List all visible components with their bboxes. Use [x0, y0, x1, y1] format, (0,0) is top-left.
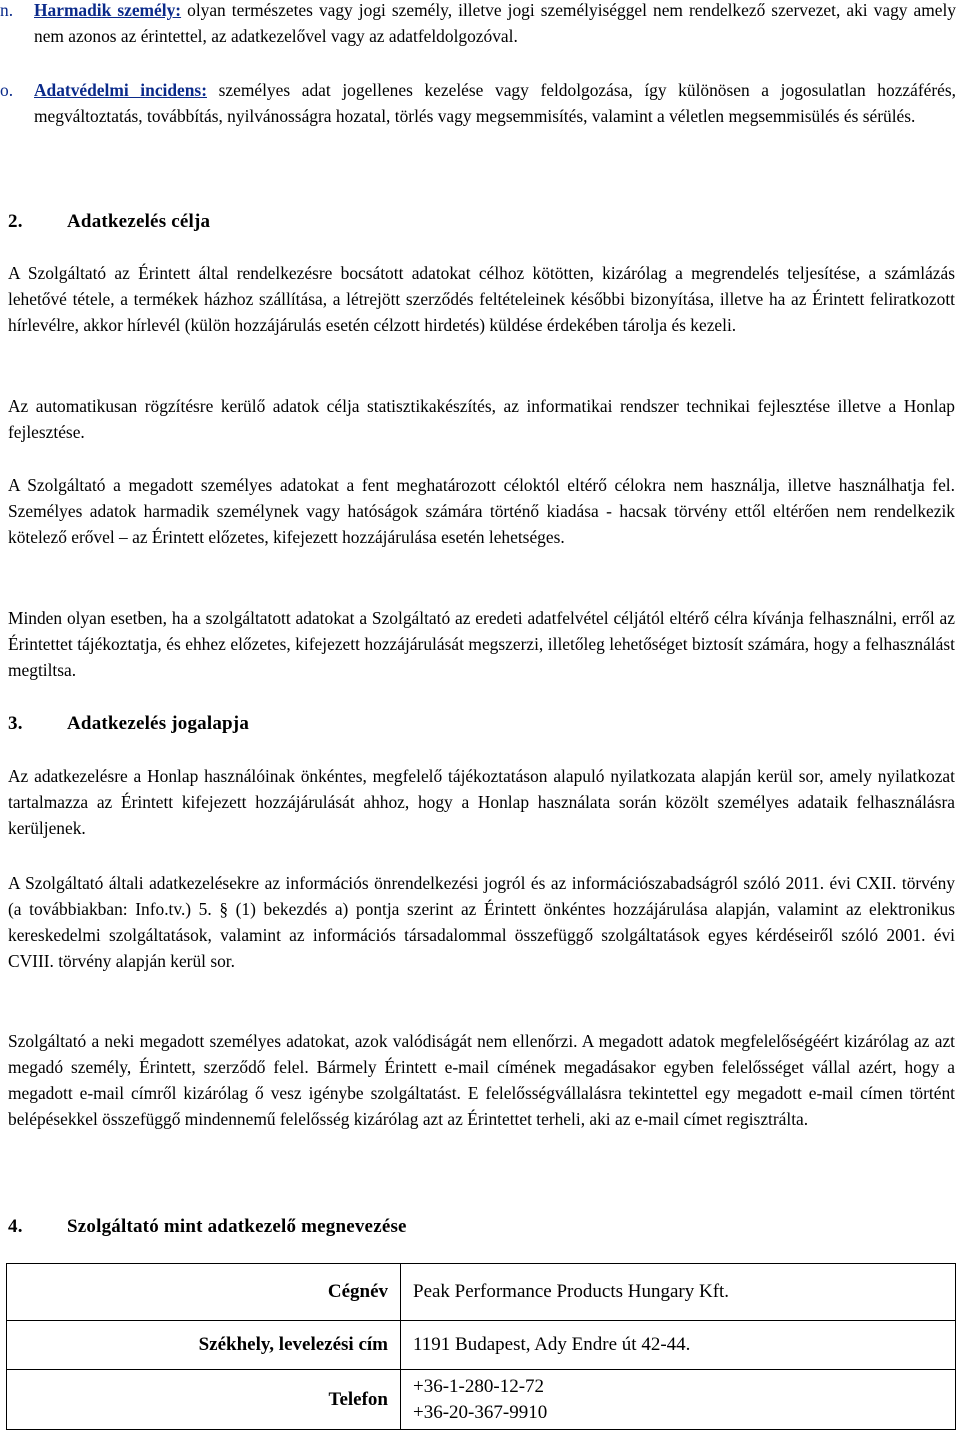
definition-term: Adatvédelmi incidens: — [34, 80, 207, 100]
phone-number: +36-20-367-9910 — [413, 1401, 548, 1423]
definition-letter: n. — [0, 0, 14, 20]
definition-letter: o. — [0, 80, 14, 100]
section-number: 4. — [8, 1216, 23, 1237]
section-heading — [8, 1214, 407, 1240]
table-row — [7, 1264, 956, 1321]
section-title: Adatkezelés célja — [67, 211, 211, 232]
definition-term: Harmadik személy: — [34, 0, 182, 20]
section-title: Szolgáltató mint adatkezelő megnevezése — [67, 1216, 407, 1237]
paragraph: A Szolgáltató a megadott személyes adatokat a fent meghatározott céloktól eltérő célokra nem használja, illetve használhatja fel. Személyes adatok harmadik személynek vagy hatóságok számára történő kiadása - hacsak törvény ettől eltérően nem rendelkezik kötelező erővel – az Érintett előzetes, kifejezett hozzájárulása esetén lehetséges. — [8, 475, 955, 547]
definition-item — [0, 77, 956, 129]
table-row — [7, 1370, 956, 1430]
section-title: Adatkezelés jogalapja — [67, 713, 250, 734]
table-label-address: Székhely, levelezési cím — [7, 1321, 401, 1370]
table-value-address: 1191 Budapest, Ady Endre út 42-44. — [401, 1321, 956, 1370]
table-value-company-name: Peak Performance Products Hungary Kft. — [401, 1264, 956, 1321]
company-info-table — [6, 1263, 956, 1430]
table-value-phone — [401, 1370, 956, 1430]
paragraph: Az adatkezelésre a Honlap használóinak önkéntes, megfelelő tájékoztatáson alapuló nyilatkozata alapján kerül sor, amely nyilatkozat tartalmazza az Érintett kifejezett hozzájárulását ahhoz, hogy a Honlap használata során közölt személyes adataik felhasználásra kerüljenek. — [8, 766, 955, 838]
table-row — [7, 1321, 956, 1370]
paragraph: Minden olyan esetben, ha a szolgáltatott adatokat a Szolgáltató az eredeti adatfelvétel céljától eltérő célra kívánja felhasználni, erről az Érintettet tájékoztatja, és ehhez előzetes, kifejezett hozzájárulását megszerzi, illetőleg lehetőséget biztosít számára, hogy a felhasználást megtiltsa. — [8, 608, 955, 680]
table-label-company-name: Cégnév — [7, 1264, 401, 1321]
section-number: 2. — [8, 211, 23, 232]
paragraph: Az automatikusan rögzítésre kerülő adatok célja statisztikakészítés, az informatikai rendszer technikai fejlesztése illetve a Honlap fejlesztése. — [8, 396, 955, 442]
definition-text: olyan természetes vagy jogi személy, illetve jogi személyiséggel nem rendelkező szervezet, aki vagy amely nem azonos az érintettel, az adatkezelővel vagy az adatfeldolgozóval. — [34, 0, 957, 46]
section-heading — [8, 209, 210, 235]
paragraph: Szolgáltató a neki megadott személyes adatokat, azok valódiságát nem ellenőrzi. A megadott adatok megfelelőségéért kizárólag az azt megadó személy, Érintett, szerződő felel. Bármely Érintett e-mail címének megadásakor egyben felelősséget vállal azért, hogy a megadott e-mail címről kizárólag ő vesz igénybe szolgáltatást. E felelősségvállalásra tekintettel egy megadott e-mail címen történt belépésekkel összefüggő mindennemű felelősség kizárólag azt az Érintettet terheli, aki az e-mail címet regisztrálta. — [8, 1031, 955, 1129]
paragraph: A Szolgáltató az Érintett által rendelkezésre bocsátott adatokat célhoz kötötten, kizárólag a megrendelés teljesítése, a számlázás lehetővé tétele, a termékek házhoz szállítása, a létrejött szerződés feltételeinek későbbi bizonyítása, illetve ha az Érintett feliratkozott hírlevélre, akkor hírlevél (külön hozzájárulás esetén célzott hirdetés) küldése érdekében tárolja és kezeli. — [8, 263, 955, 335]
definition-item — [0, 0, 957, 49]
table-label-phone: Telefon — [7, 1370, 401, 1430]
section-heading — [8, 711, 249, 737]
definition-text: személyes adat jogellenes kezelése vagy feldolgozása, így különösen a jogosulatlan hozzáférés, megváltoztatás, továbbítás, nyilvánosságra hozatal, törlés vagy megsemmisítés, valamint a véletlen megsemmisülés és sérülés. — [34, 80, 956, 126]
paragraph: A Szolgáltató általi adatkezelésekre az információs önrendelkezési jogról és az információszabadságról szóló 2011. évi CXII. törvény (a továbbiakban: Info.tv.) 5. § (1) bekezdés a) pontja szerint az Érintett önkéntes hozzájárulása alapján, valamint az elektronikus kereskedelmi szolgáltatások, valamint az információs társadalommal összefüggő szolgáltatások egyes kérdéseiről szóló 2001. évi CVIII. törvény alapján kerül sor. — [8, 873, 955, 971]
section-number: 3. — [8, 713, 23, 734]
phone-number: +36-1-280-12-72 — [413, 1375, 545, 1397]
